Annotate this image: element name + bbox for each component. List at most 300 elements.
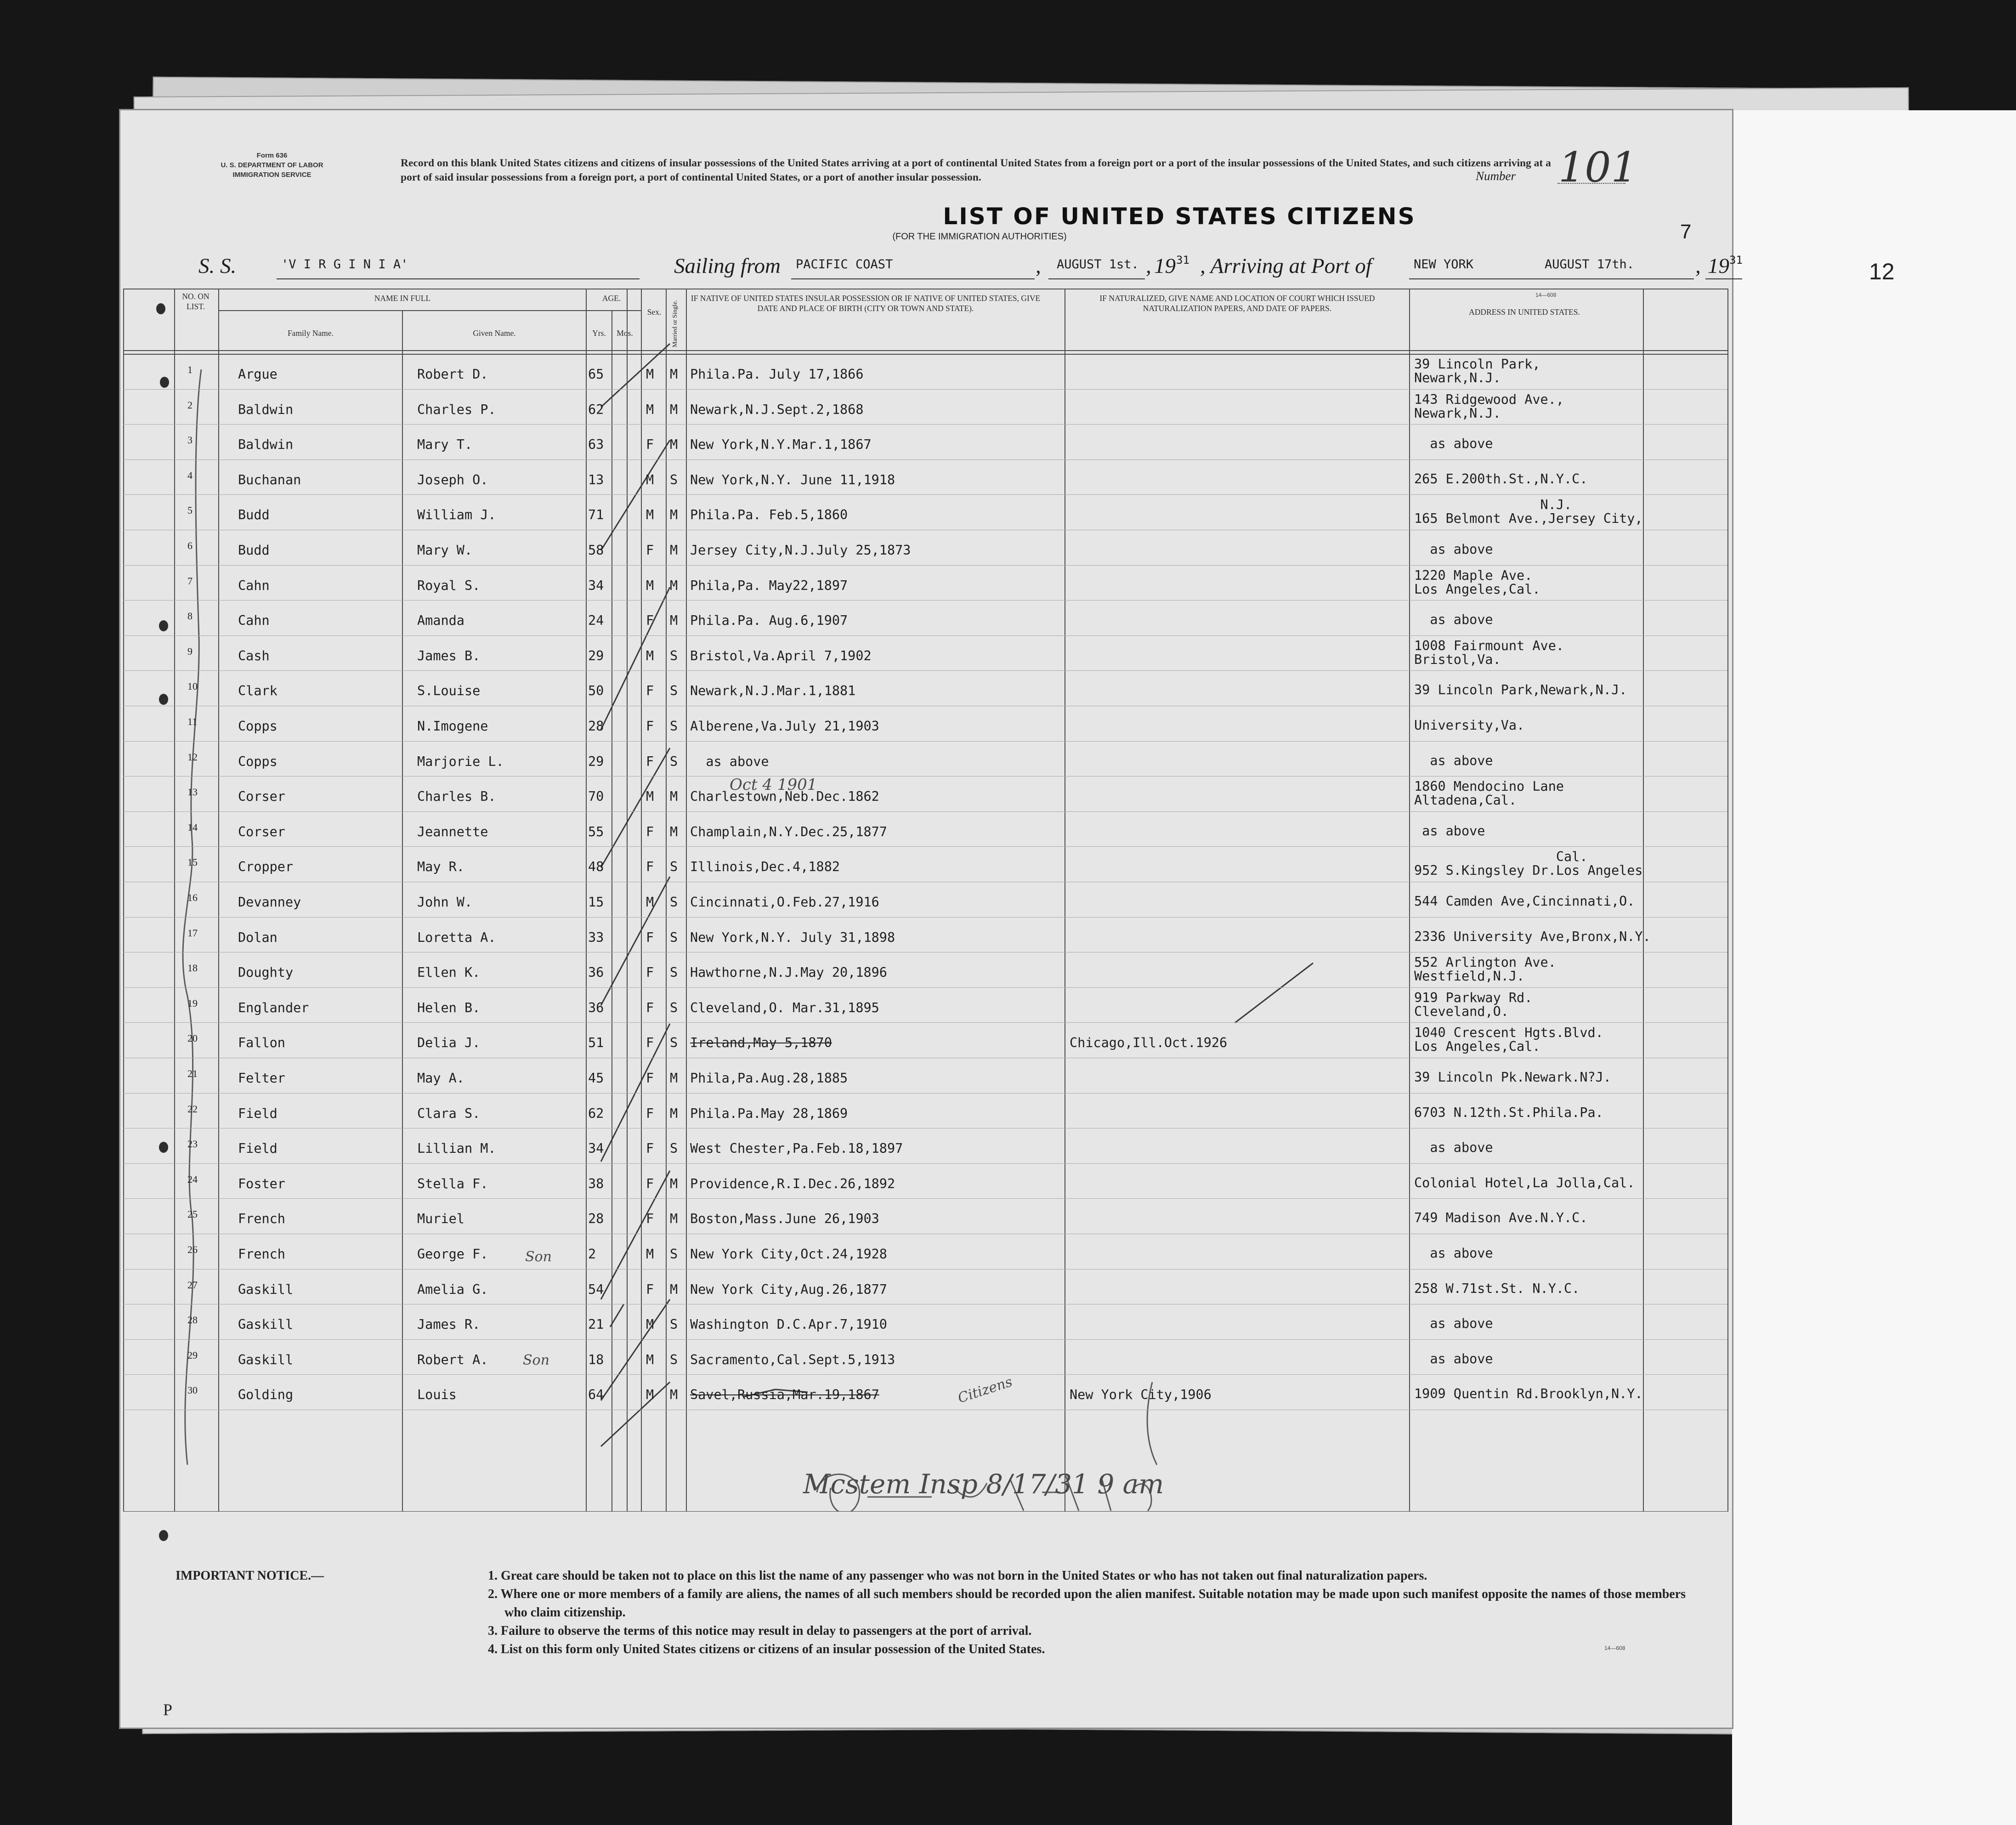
age-years: 28 [588,719,604,734]
age-years: 36 [588,965,604,981]
age-years: 21 [588,1317,604,1332]
sailing-date: AUGUST 1st. [1057,257,1139,272]
birth-date-place: Providence,R.I.Dec.26,1892 [690,1176,895,1191]
punch-hole [159,694,168,705]
sex: M [646,1247,654,1262]
list-number-value: 101 [1558,143,1637,192]
given-name: James B. [417,648,481,663]
row-rule [123,741,1727,742]
port-underline [1409,278,1694,279]
address: as above [1414,1351,1493,1366]
sex: M [646,578,654,593]
row-number: 26 [187,1244,198,1255]
form-title: LIST OF UNITED STATES CITIZENS [943,203,1416,230]
age-years: 55 [588,824,604,839]
row-number: 17 [187,927,198,939]
marital-status: S [670,683,678,699]
naturalization: Chicago,Ill.Oct.1926 [1070,1035,1228,1051]
age-years: 71 [588,507,604,523]
sex: M [646,472,654,487]
marital-status: S [670,859,678,875]
sex: F [646,1035,654,1051]
ship-name: 'V I R G I N I A' [281,257,408,272]
handwritten-row12-note: Oct 4 1901 [730,776,817,794]
adjacent-page-number: 12 [1869,259,1895,284]
sex: M [646,789,654,805]
age-years: 63 [588,437,604,453]
row-number: 6 [187,540,193,551]
address: 749 Madison Ave.N.Y.C. [1414,1210,1588,1226]
address: Colonial Hotel,La Jolla,Cal. [1414,1175,1635,1190]
col-name-in-full: NAME IN FULL [374,294,431,303]
family-name: Fallon [238,1035,285,1051]
given-name: Delia J. [417,1035,481,1051]
sex: F [646,754,654,769]
sex: F [646,683,654,699]
given-name: Robert D. [417,367,488,382]
arrival-port: NEW YORK [1414,257,1474,272]
family-name: Gaskill [238,1281,294,1297]
department-name: U. S. DEPARTMENT OF LABOR [221,161,323,169]
row-number: 7 [187,575,193,587]
col-naturalized: IF NATURALIZED, GIVE NAME AND LOCATION OF COURT WHICH ISSUED NATURALIZATION PAPERS, AND DATE OF PAPERS. [1099,294,1375,313]
sex: F [646,543,654,558]
inspector-signature: Mcstem Insp 8/17/31 9 am [803,1468,1164,1500]
family-name: Argue [238,367,277,382]
given-name: Loretta A. [417,930,496,945]
manifest-sheet [120,110,1743,1728]
form-title-wrap [120,203,1710,230]
given-name: May R. [417,859,464,875]
marital-status: S [670,472,678,487]
handwritten-citizens: Citizens [956,1373,1014,1407]
marital-status: M [670,578,678,593]
arrival-year-prefix: 19 [1708,254,1729,278]
birth-date-place: as above [690,754,769,769]
sex: F [646,1105,654,1121]
family-name: Buchanan [238,472,301,487]
birth-date-place: Ireland,May 5,1870 [690,1035,832,1051]
age-years: 36 [588,1000,604,1015]
col-married-single: Married or Single. [672,300,679,347]
sex: M [646,367,654,382]
family-name: French [238,1211,285,1227]
sex: F [646,824,654,839]
age-years: 38 [588,1176,604,1191]
address: 919 Parkway Rd. Cleveland,O. [1414,990,1533,1019]
record-instructions: Record on this blank United States citizens and citizens of insular possessions of the United States arriving at a port of continental United States from a foreign port or a port of the insular possessions of the United States, and such citizens arriving at a port of said insular possessions from a foreign port, a port of continental United States, or a port of another insular possession. [401,157,1551,183]
sex: M [646,1387,654,1403]
row-number: 19 [187,997,198,1009]
given-name: S.Louise [417,683,481,699]
address: as above [1414,1316,1493,1332]
family-name: Cahn [238,613,270,629]
marital-status: S [670,930,678,945]
year-underline [1705,278,1742,279]
birth-date-place: Bristol,Va.April 7,1902 [690,648,872,663]
ss-label: S. S. [198,254,237,278]
ship-underline [277,278,640,279]
printer-mark: 14—608 [1535,292,1557,298]
passenger-table [123,289,1727,1512]
family-name: Devanney [238,895,301,910]
sex: M [646,1317,654,1332]
sex: M [646,507,654,523]
address: 1220 Maple Ave. Los Angeles,Cal. [1414,567,1540,597]
birth-date-place: New York,N.Y. July 31,1898 [690,930,895,945]
address: 1008 Fairmount Ave. Bristol,Va. [1414,638,1564,667]
age-years: 64 [588,1387,604,1403]
birth-date-place: Phila,Pa. May22,1897 [690,578,848,593]
family-name: French [238,1247,285,1262]
given-name: Helen B. [417,1000,481,1015]
birth-date-place: Savel,Russia,Mar.19,1867 [690,1387,879,1403]
address: 39 Lincoln Park, Newark,N.J. [1414,357,1540,385]
given-name: N.Imogene [417,719,488,734]
row-rule [123,917,1727,918]
address: 39 Lincoln Pk.Newark.N?J. [1414,1070,1611,1085]
address: as above [1414,1246,1493,1261]
marital-status: M [670,1071,678,1086]
birth-date-place: Phila.Pa. Aug.6,1907 [690,613,848,629]
address: as above [1414,542,1493,557]
address: 544 Camden Ave,Cincinnati,O. [1414,894,1635,909]
punch-hole [159,1142,168,1153]
given-name: Amelia G. [417,1281,488,1297]
given-name: Muriel [417,1211,464,1227]
birth-date-place: Newark,N.J.Mar.1,1881 [690,683,856,699]
age-years: 15 [588,895,604,910]
marital-status: S [670,1000,678,1015]
age-years: 65 [588,367,604,382]
col-family-name: Family Name. [287,329,334,338]
birth-date-place: Boston,Mass.June 26,1903 [690,1211,879,1227]
address: 1909 Quentin Rd.Brooklyn,N.Y. [1414,1386,1643,1402]
row-number: 25 [187,1208,198,1220]
given-name: William J. [417,507,496,523]
family-name: Copps [238,754,277,769]
birth-date-place: Phila.Pa. Feb.5,1860 [690,507,848,523]
address: N.J. 165 Belmont Ave.,Jersey City, [1414,497,1643,527]
birth-date-place: Sacramento,Cal.Sept.5,1913 [690,1352,895,1367]
row-number: 16 [187,892,198,903]
punch-hole [160,377,169,388]
family-name: Felter [238,1071,285,1086]
age-years: 54 [588,1281,604,1297]
marital-status: M [670,402,678,417]
punch-hole [159,620,168,631]
col-address: ADDRESS IN UNITED STATES. [1469,307,1580,317]
sex: F [646,1281,654,1297]
family-name: Cropper [238,859,294,875]
col-years: Yrs. [592,329,606,338]
age-years: 28 [588,1211,604,1227]
address: as above [1414,436,1493,452]
address: 552 Arlington Ave. Westfield,N.J. [1414,955,1556,984]
notice-items [488,1567,1705,1659]
arrival-year-suffix: 31 [1729,254,1743,266]
marital-status: M [670,437,678,453]
given-name: James R. [417,1317,481,1332]
given-name: Lillian M. [417,1141,496,1156]
notice-item: 4. List on this form only United States citizens or citizens of an insular possession of the United States. [488,1642,1045,1656]
family-name: Field [238,1141,277,1156]
given-name: John W. [417,895,473,910]
notice-item: 3. Failure to observe the terms of this notice may result in delay to passengers at the port of arrival. [488,1624,1032,1638]
given-name: George F. [417,1247,488,1262]
handwritten-row26-note: Son [525,1249,552,1265]
address: 265 E.200th.St.,N.Y.C. [1414,471,1588,487]
given-name: Robert A. [417,1352,488,1367]
family-name: Foster [238,1176,285,1191]
row-rule [123,459,1727,460]
marital-status: M [670,1281,678,1297]
marital-status: M [670,824,678,839]
family-name: Englander [238,1000,309,1015]
punch-hole [156,303,165,314]
row-rule [123,1374,1727,1375]
birth-date-place: Alberene,Va.July 21,1903 [690,719,879,734]
date-underline [1048,278,1145,279]
family-name: Corser [238,789,285,805]
marital-status: S [670,1247,678,1262]
row-number: 13 [187,786,198,798]
naturalization: New York City,1906 [1070,1387,1212,1403]
arrival-date: AUGUST 17th. [1545,257,1635,272]
row-rule [123,1198,1727,1199]
col-native-birth: IF NATIVE OF UNITED STATES INSULAR POSSESSION OR IF NATIVE OF UNITED STATES, GIVE DATE AND PLACE OF BIRTH (CITY OR TOWN AND STATE). [691,294,1041,313]
given-name: Joseph O. [417,472,488,487]
given-name: May A. [417,1071,464,1086]
row-number: 12 [187,751,198,763]
address: University,Va. [1414,718,1525,733]
family-name: Copps [238,719,277,734]
row-rule [123,846,1727,847]
marital-status: M [670,789,678,805]
sailing-year-suffix: 31 [1176,254,1189,266]
address: 1860 Mendocino Lane Altadena,Cal. [1414,779,1564,808]
row-number: 18 [187,962,198,974]
marital-status: M [670,1176,678,1191]
birth-date-place: Cincinnati,O.Feb.27,1916 [690,895,879,910]
family-name: Gaskill [238,1317,294,1332]
address: as above [1414,1140,1493,1156]
birth-date-place: New York City,Aug.26,1877 [690,1281,887,1297]
marital-status: S [670,648,678,663]
birth-date-place: Charlestown,Neb.Dec.1862 [690,789,879,805]
col-no: NO. ON LIST. [182,292,210,311]
row-rule [123,811,1727,812]
marital-status: M [670,543,678,558]
sex: F [646,1071,654,1086]
handwritten-row28-note: Son [523,1352,549,1368]
given-name: Charles P. [417,402,496,417]
row-number: 22 [187,1103,198,1115]
address: 1040 Crescent Hgts.Blvd. Los Angeles,Cal. [1414,1025,1603,1054]
sex: F [646,1141,654,1156]
notice-label: IMPORTANT NOTICE.— [176,1569,324,1583]
row-rule [123,389,1727,390]
marital-status: M [670,613,678,629]
age-years: 70 [588,789,604,805]
sex: M [646,895,654,910]
marital-status: S [670,965,678,981]
row-number: 20 [187,1032,198,1044]
corner-number: 7 [1680,221,1692,243]
marital-status: S [670,719,678,734]
row-number: 30 [187,1384,198,1396]
row-rule [123,670,1727,671]
given-name: Marjorie L. [417,754,504,769]
sex: F [646,965,654,981]
punch-hole [159,1530,168,1541]
row-rule [123,600,1727,601]
address: as above [1414,823,1485,839]
col-age: AGE. [602,294,621,303]
form-identifier [176,151,368,180]
arriving-label: , Arriving at Port of [1200,254,1372,278]
marital-status: S [670,754,678,769]
row-number: 21 [187,1068,198,1079]
voyage-line: S. S. 'V I R G I N I A' Sailing from PACIFIC COAST , AUGUST 1st. , 19 31 , Arriving at Port of NEW YORK AUGUST 17th. , 19 31 [198,254,1715,281]
birth-date-place: West Chester,Pa.Feb.18,1897 [690,1141,903,1156]
address: 258 W.71st.St. N.Y.C. [1414,1281,1580,1296]
address: 39 Lincoln Park,Newark,N.J. [1414,682,1627,698]
address: 143 Ridgewood Ave., Newark,N.J. [1414,391,1564,421]
passenger-rows [123,289,1727,1512]
col-months: Mos. [617,329,633,338]
row-number: 11 [187,716,198,727]
family-name: Corser [238,824,285,839]
family-name: Budd [238,543,270,558]
age-years: 29 [588,648,604,663]
birth-date-place: Illinois,Dec.4,1882 [690,859,840,875]
sex: F [646,613,654,629]
age-years: 33 [588,930,604,945]
row-number: 23 [187,1138,198,1150]
row-number: 9 [187,645,193,657]
age-years: 24 [588,613,604,629]
bottom-mark: P [163,1700,173,1719]
age-years: 13 [588,472,604,487]
marital-status: S [670,1317,678,1332]
address: 2336 University Ave,Bronx,N.Y. [1414,929,1651,944]
row-rule [123,1093,1727,1094]
marital-status: M [670,367,678,382]
marital-status: M [670,1105,678,1121]
marital-status: M [670,1387,678,1403]
row-rule [123,1163,1727,1164]
marital-status: S [670,1352,678,1367]
age-years: 50 [588,683,604,699]
row-number: 14 [187,821,198,833]
address: as above [1414,612,1493,628]
marital-status: M [670,507,678,523]
row-rule [123,1339,1727,1340]
given-name: Royal S. [417,578,481,593]
family-name: Gaskill [238,1352,294,1367]
age-years: 34 [588,1141,604,1156]
sailing-from: PACIFIC COAST [796,257,893,272]
row-number: 8 [187,610,193,622]
row-number: 3 [187,434,193,446]
sailing-label: Sailing from [674,254,781,278]
sex: F [646,1211,654,1227]
age-years: 62 [588,1105,604,1121]
col-given-name: Given Name. [473,329,516,338]
given-name: Ellen K. [417,965,481,981]
family-name: Baldwin [238,402,294,417]
age-years: 45 [588,1071,604,1086]
birth-date-place: Jersey City,N.J.July 25,1873 [690,543,911,558]
row-number: 2 [187,399,193,411]
birth-date-place: Cleveland,O. Mar.31,1895 [690,1000,879,1015]
marital-status: S [670,1035,678,1051]
sex: F [646,1176,654,1191]
sailing-year-prefix: 19 [1154,254,1176,278]
family-name: Baldwin [238,437,294,453]
family-name: Clark [238,683,277,699]
from-underline [791,278,1035,279]
form-subtitle: (FOR THE IMMIGRATION AUTHORITIES) [892,232,1067,242]
family-name: Budd [238,507,270,523]
age-years: 29 [588,754,604,769]
sex: F [646,719,654,734]
col-sex: Sex. [647,307,662,317]
row-rule [123,987,1727,988]
age-years: 2 [588,1247,596,1262]
row-number: 10 [187,680,198,692]
row-rule [123,494,1727,495]
notice-item: 2. Where one or more members of a family are aliens, the names of all such members should be recorded upon the alien manifest. Suitable notation may be made upon such manifest opposite the names of those members who claim citizenship. [488,1587,1686,1620]
given-name: Jeannette [417,824,488,839]
given-name: Louis [417,1387,457,1403]
family-name: Field [238,1105,277,1121]
given-name: Clara S. [417,1105,481,1121]
address: 6703 N.12th.St.Phila.Pa. [1414,1105,1603,1120]
birth-date-place: Washington D.C.Apr.7,1910 [690,1317,887,1332]
row-number: 1 [187,364,193,375]
row-number: 29 [187,1349,198,1361]
sex: F [646,437,654,453]
birth-date-place: Newark,N.J.Sept.2,1868 [690,402,864,417]
notice-item: 1. Great care should be taken not to place on this list the name of any passenger who was not born in the United States or who has not taken out final naturalization papers. [488,1569,1427,1583]
birth-date-place: Champlain,N.Y.Dec.25,1877 [690,824,887,839]
list-number-underline [1557,183,1625,184]
birth-date-place: Phila.Pa. July 17,1866 [690,367,864,382]
age-years: 48 [588,859,604,875]
row-number: 4 [187,469,193,481]
row-rule [123,1022,1727,1023]
birth-date-place: New York,N.Y.Mar.1,1867 [690,437,872,453]
age-years: 18 [588,1352,604,1367]
row-number: 15 [187,856,198,868]
row-rule [123,424,1727,425]
birth-date-place: New York City,Oct.24,1928 [690,1247,887,1262]
birth-date-place: New York,N.Y. June 11,1918 [690,472,895,487]
form-number: Form 636 [256,152,288,159]
marital-status: S [670,895,678,910]
sex: M [646,402,654,417]
row-number: 27 [187,1279,198,1291]
form-print-code: 14—608 [1604,1645,1625,1651]
given-name: Amanda [417,613,464,629]
given-name: Stella F. [417,1176,488,1191]
row-rule [123,635,1727,636]
birth-date-place: Phila,Pa.Aug.28,1885 [690,1071,848,1086]
adjacent-page [1732,110,2016,1825]
given-name: Charles B. [417,789,496,805]
